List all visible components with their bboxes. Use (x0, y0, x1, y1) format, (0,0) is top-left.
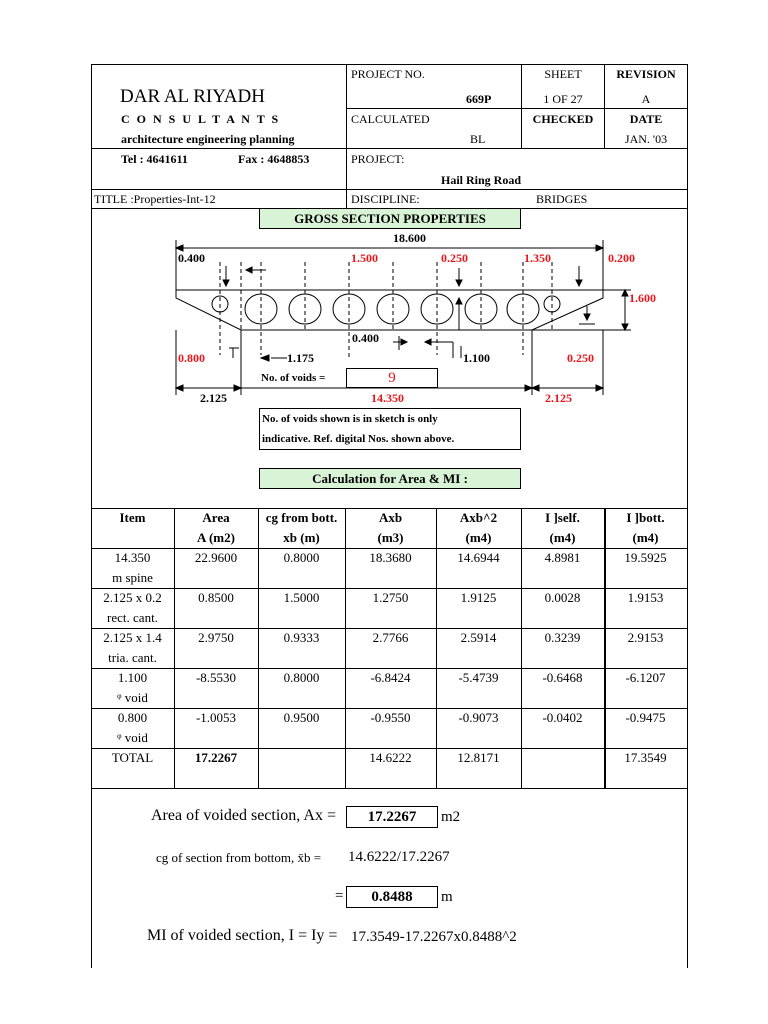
revision-label: REVISION (616, 67, 676, 81)
row-6-axb: 14.6222 (369, 750, 412, 765)
row-1-axb2: 14.6944 (457, 550, 500, 565)
cg-equals: = (335, 888, 344, 904)
row-3-item-line-1: 2.125 x 1.4 (103, 630, 162, 645)
row-6-item-line-1: TOTAL (111, 750, 154, 765)
row-5-area: -1.0053 (195, 710, 237, 725)
discipline-value: BRIDGES (536, 192, 588, 206)
section-title: GROSS SECTION PROPERTIES (259, 208, 521, 229)
row-5-iself: -0.0402 (542, 710, 583, 725)
row-2-item-line-2: rect. cant. (107, 610, 158, 625)
project-no-label: PROJECT NO. (351, 67, 425, 81)
mi-label: MI of voided section, I = Iy = (147, 927, 338, 944)
mi-expr: 17.3549-17.2267x0.8488^2 (351, 929, 517, 945)
dim-0250-top: 0.250 (441, 251, 468, 265)
header-axb2-1: Axb^2 (459, 510, 498, 525)
row-2-item-line-1: 2.125 x 0.2 (103, 590, 162, 605)
row-5-item-line-2: ᵠ void (117, 730, 148, 745)
dim-2125-left: 2.125 (200, 391, 227, 405)
header-ibott-2: (m4) (632, 530, 659, 545)
dim-overall: 18.600 (393, 231, 426, 245)
row-3-area: 2.9750 (198, 630, 234, 645)
row-4-item-line-2: ᵠ void (117, 690, 148, 705)
row-6-area: 17.2267 (194, 750, 238, 765)
row-4-iself: -0.6468 (542, 670, 583, 685)
cg-value: 0.8488 (346, 886, 438, 908)
dim-1350: 1.350 (524, 251, 551, 265)
voids-count: 9 (346, 368, 438, 388)
header-axb2-2: (m4) (465, 530, 492, 545)
dim-1500: 1.500 (351, 251, 378, 265)
row-5-ibott: -0.9475 (625, 710, 666, 725)
row-2-axb2: 1.9125 (460, 590, 497, 605)
header-axb-1: Axb (378, 510, 403, 525)
row-5-item-line-1: 0.800 (117, 710, 148, 725)
row-4-cg: 0.8000 (283, 670, 320, 685)
sheet-value: 1 OF 27 (543, 92, 583, 106)
row-3-cg: 0.9333 (283, 630, 320, 645)
row-4-item-line-1: 1.100 (117, 670, 148, 685)
row-2-ibott: 1.9153 (627, 590, 664, 605)
cg-expr: 14.6222/17.2267 (348, 849, 450, 865)
row-3-iself: 0.3239 (544, 630, 581, 645)
cg-unit: m (441, 889, 453, 905)
header-ibott-1: I ]bott. (626, 510, 665, 525)
row-2-axb: 1.2750 (372, 590, 409, 605)
header-area-2: A (m2) (197, 530, 235, 545)
header-iself-2: (m4) (549, 530, 576, 545)
row-2-area: 0.8500 (198, 590, 234, 605)
header-item-1: Item (119, 510, 146, 525)
voids-label: No. of voids = (261, 372, 326, 384)
header-cg-2: xb (m) (283, 530, 320, 545)
dim-1600: 1.600 (629, 291, 656, 305)
dim-2125-right: 2.125 (545, 391, 572, 405)
row-1-item-line-1: 14.350 (114, 550, 151, 565)
row-2-iself: 0.0028 (544, 590, 581, 605)
header-cg-1: cg from bott. (265, 510, 338, 525)
date-label: DATE (629, 112, 663, 126)
checked-label: CHECKED (532, 112, 594, 126)
row-1-iself: 4.8981 (544, 550, 581, 565)
company-sub: C O N S U L T A N T S (121, 112, 281, 126)
header-axb-2: (m3) (377, 530, 404, 545)
revision-value: A (641, 92, 651, 106)
row-1-item-line-2: m spine (112, 570, 153, 585)
row-2-cg: 1.5000 (283, 590, 320, 605)
date-value: JAN. '03 (624, 132, 668, 146)
area-unit: m2 (441, 809, 461, 825)
row-4-axb: -6.8424 (370, 670, 411, 685)
project-no: 669P (466, 92, 492, 106)
row-1-axb: 18.3680 (369, 550, 412, 565)
row-6-ibott: 17.3549 (624, 750, 667, 765)
dim-0800: 0.800 (178, 351, 205, 365)
header-iself-1: I ]self. (545, 510, 580, 525)
cg-label: cg of section from bottom, x̄b = (156, 850, 322, 865)
dim-1100: 1.100 (463, 351, 490, 365)
company-name: DAR AL RIYADH (120, 86, 265, 107)
row-3-axb2: 2.5914 (460, 630, 497, 645)
row-4-ibott: -6.1207 (625, 670, 666, 685)
dim-0400-mid: 0.400 (352, 331, 379, 345)
row-3-axb: 2.7766 (372, 630, 409, 645)
header-area-1: Area (202, 510, 230, 525)
area-label: Area of voided section, Ax = (151, 807, 336, 824)
area-value: 17.2267 (346, 806, 438, 828)
row-3-ibott: 2.9153 (627, 630, 664, 645)
row-5-axb: -0.9550 (370, 710, 411, 725)
row-1-ibott: 19.5925 (624, 550, 667, 565)
discipline-label: DISCIPLINE: (351, 192, 420, 206)
row-3-item-line-2: tria. cant. (108, 650, 157, 665)
dim-0200: 0.200 (608, 251, 635, 265)
row-5-cg: 0.9500 (283, 710, 320, 725)
dim-1175: 1.175 (287, 351, 314, 365)
project-value: Hail Ring Road (441, 173, 522, 187)
dim-0400-top: 0.400 (178, 251, 205, 265)
sheet-label: SHEET (544, 67, 582, 81)
calculated-value: BL (470, 132, 486, 146)
calc-title: Calculation for Area & MI : (259, 468, 521, 489)
dim-14350: 14.350 (371, 391, 404, 405)
row-1-cg: 0.8000 (283, 550, 320, 565)
note-line-2: indicative. Ref. digital Nos. shown above. (262, 433, 455, 445)
row-5-axb2: -0.9073 (458, 710, 499, 725)
company-fax: Fax : 4648853 (238, 152, 310, 166)
calculated-label: CALCULATED (351, 112, 430, 126)
row-1-area: 22.9600 (194, 550, 238, 565)
row-4-axb2: -5.4739 (458, 670, 499, 685)
title-label: TITLE :Properties-Int-12 (94, 192, 216, 206)
note-line-1: No. of voids shown is in sketch is only (262, 413, 438, 425)
sketch-note (259, 408, 521, 450)
row-4-area: -8.5530 (195, 670, 237, 685)
company-tagline: architecture engineering planning (121, 132, 295, 146)
company-tel: Tel : 4641611 (121, 152, 188, 166)
project-label: PROJECT: (351, 152, 405, 166)
dim-0250-right: 0.250 (567, 351, 594, 365)
row-6-axb2: 12.8171 (457, 750, 500, 765)
